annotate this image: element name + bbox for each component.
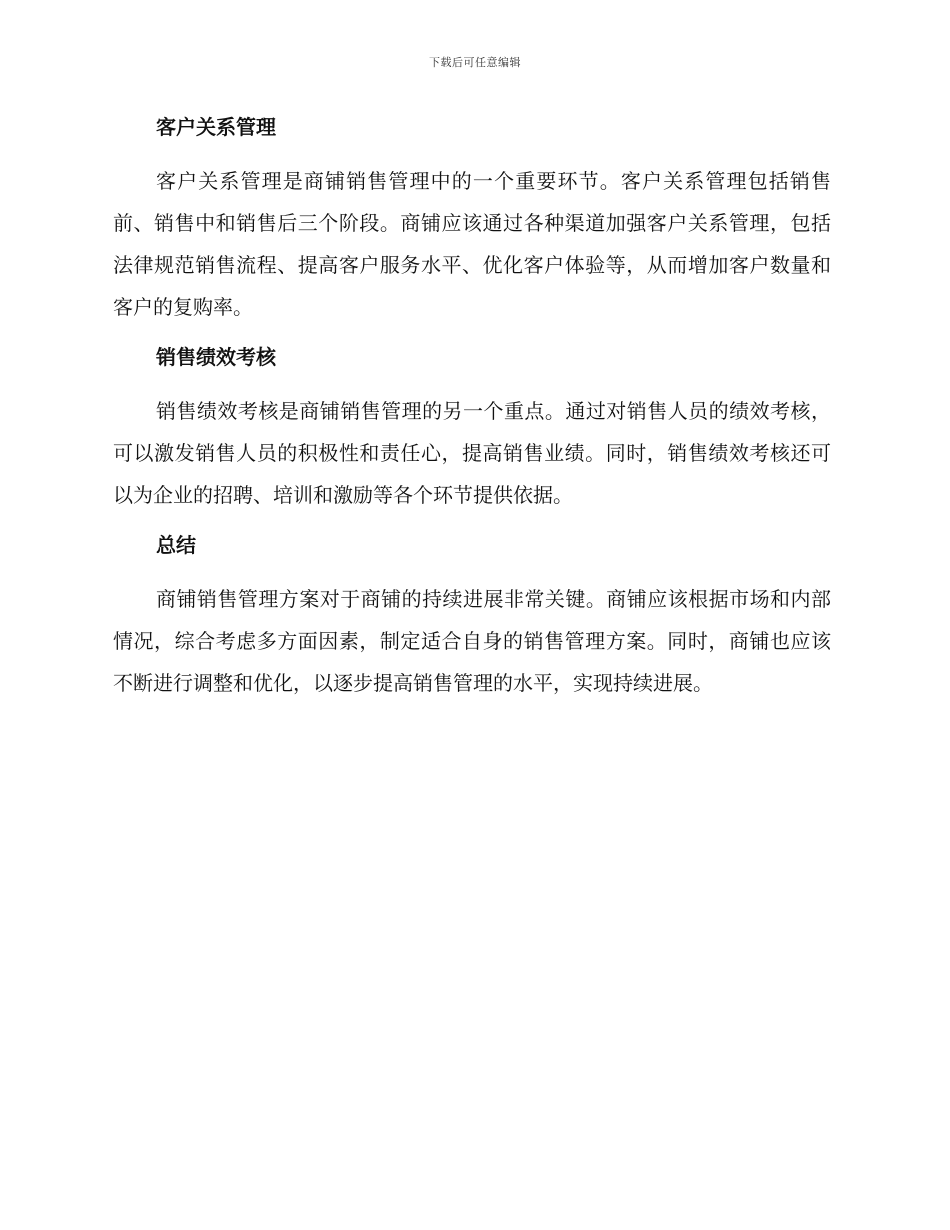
section-paragraph: 商铺销售管理方案对于商铺的持续进展非常关键。商铺应该根据市场和内部情况，综合考虑多方面因素，制定适合自身的销售管理方案。同时，商铺也应该不断进行调整和优化，以逐步提高销售管理的水平，实现持续进展。 <box>113 587 831 695</box>
document-body <box>113 108 831 704</box>
section-summary <box>113 526 831 704</box>
section-heading: 销售绩效考核 <box>156 345 276 369</box>
page-header: 下载后可任意编辑 <box>429 56 521 69</box>
section-customer-relationship <box>113 108 831 338</box>
section-paragraph: 客户关系管理是商铺销售管理中的一个重要环节。客户关系管理包括销售前、销售中和销售后三个阶段。商铺应该通过各种渠道加强客户关系管理，包括法律规范销售流程、提高客户服务水平、优化客户体验等，从而增加客户数量和客户的复购率。 <box>113 169 831 319</box>
section-sales-performance <box>113 338 831 526</box>
section-heading: 客户关系管理 <box>156 115 276 139</box>
section-paragraph: 销售绩效考核是商铺销售管理的另一个重点。通过对销售人员的绩效考核，可以激发销售人员的积极性和责任心，提高销售业绩。同时，销售绩效考核还可以为企业的招聘、培训和激励等各个环节提供依据。 <box>113 399 831 507</box>
section-heading: 总结 <box>156 533 196 557</box>
